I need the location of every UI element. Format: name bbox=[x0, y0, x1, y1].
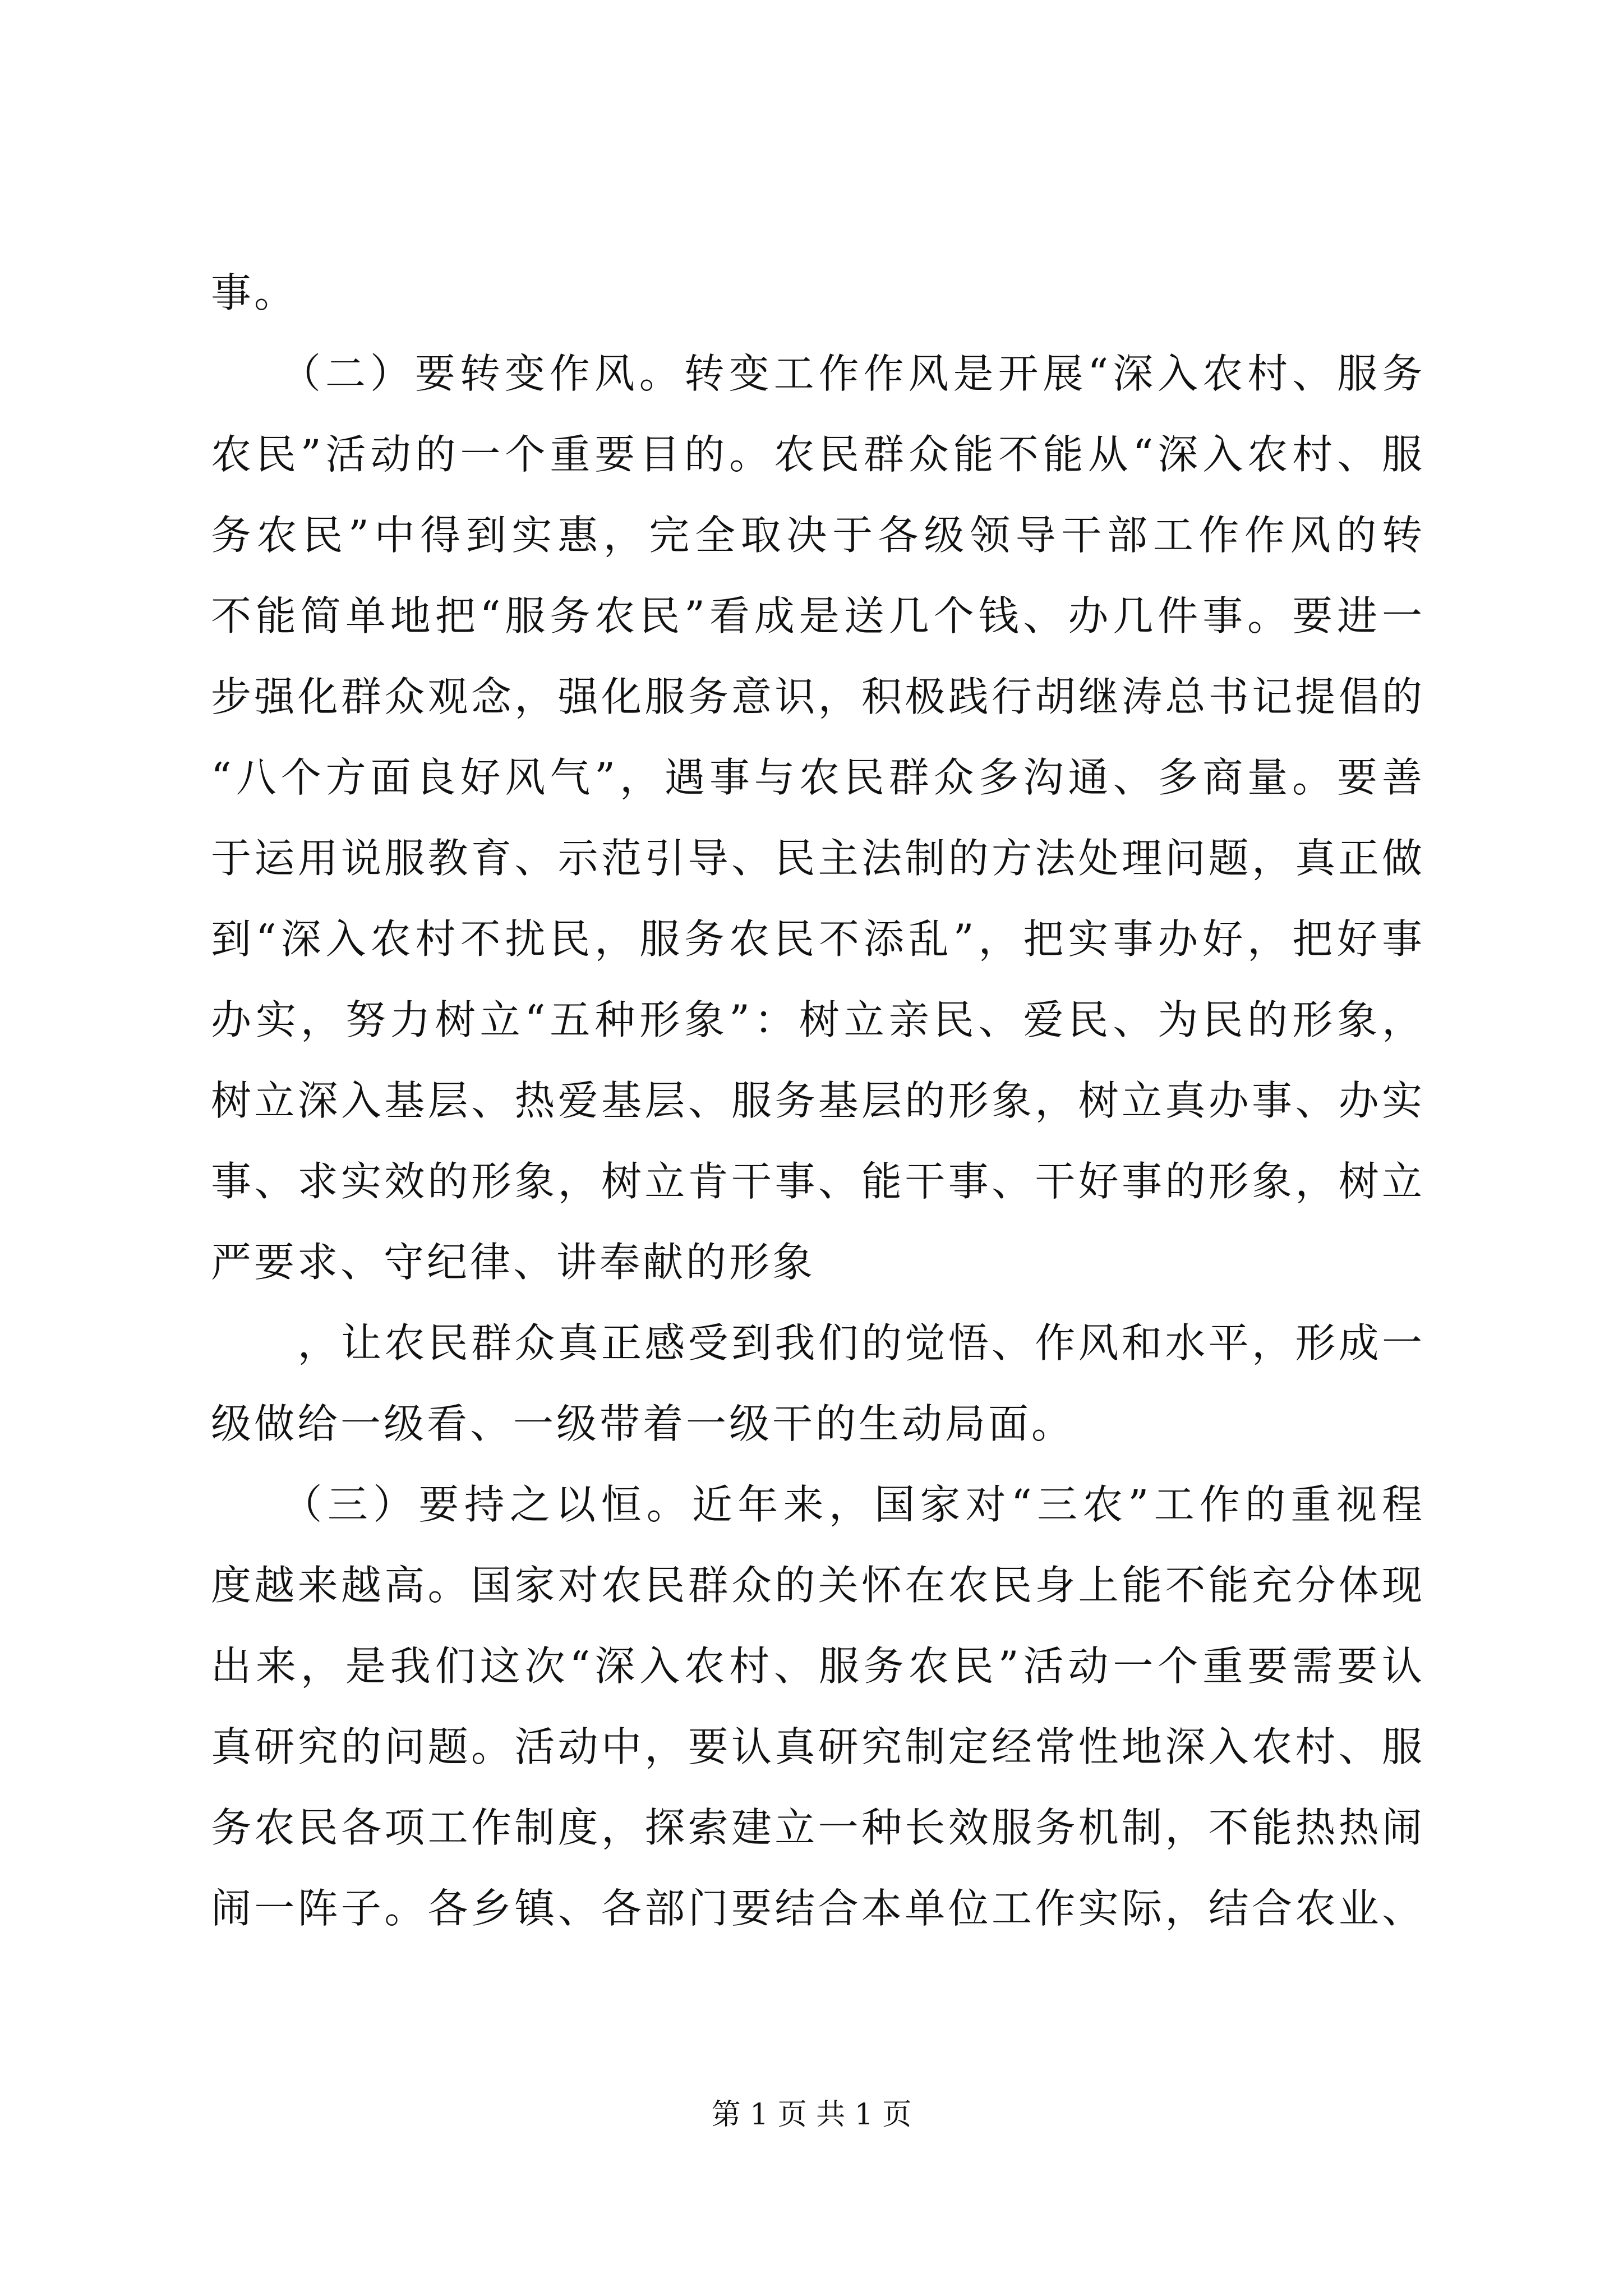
text-line: 度越来越高。国家对农民群众的关怀在农民身上能不能充分体现 bbox=[211, 1562, 1425, 1609]
text-line: 级做给一级看、一级带着一级干的生动局面。 bbox=[211, 1400, 1075, 1447]
text-line: 于运用说服教育、示范引导、民主法制的方法处理问题，真正做 bbox=[211, 835, 1425, 882]
text-line: 务农民”中得到实惠，完全取决于各级领导干部工作作风的转 bbox=[211, 512, 1425, 559]
text-line: （三）要持之以恒。近年来，国家对“三农”工作的重视程 bbox=[211, 1481, 1425, 1528]
text-line: 事、求实效的形象，树立肯干事、能干事、干好事的形象，树立 bbox=[211, 1158, 1425, 1205]
text-line: （二）要转变作风。转变工作作风是开展“深入农村、服务 bbox=[211, 350, 1425, 397]
text-line: 闹一阵子。各乡镇、各部门要结合本单位工作实际，结合农业、 bbox=[211, 1885, 1425, 1932]
text-line: “八个方面良好风气”，遇事与农民群众多沟通、多商量。要善 bbox=[211, 754, 1425, 801]
page-footer: 第 1 页 共 1 页 bbox=[711, 2098, 912, 2132]
text-line: ，让农民群众真正感受到我们的觉悟、作风和水平，形成一 bbox=[211, 1319, 1425, 1366]
document-body bbox=[211, 252, 1425, 1949]
text-line: 农民”活动的一个重要目的。农民群众能不能从“深入农村、服 bbox=[211, 431, 1425, 478]
text-line: 出来，是我们这次“深入农村、服务农民”活动一个重要需要认 bbox=[211, 1642, 1425, 1690]
text-line: 严要求、守纪律、讲奉献的形象 bbox=[211, 1239, 816, 1286]
text-line: 事。 bbox=[211, 269, 298, 316]
text-line: 步强化群众观念，强化服务意识，积极践行胡继涛总书记提倡的 bbox=[211, 673, 1425, 720]
text-line: 不能简单地把“服务农民”看成是送几个钱、办几件事。要进一 bbox=[211, 592, 1425, 639]
text-line: 到“深入农村不扰民，服务农民不添乱”，把实事办好，把好事 bbox=[211, 915, 1425, 963]
text-line: 真研究的问题。活动中，要认真研究制定经常性地深入农村、服 bbox=[211, 1723, 1425, 1770]
text-line: 务农民各项工作制度，探索建立一种长效服务机制，不能热热闹 bbox=[211, 1804, 1425, 1851]
text-line: 树立深入基层、热爱基层、服务基层的形象，树立真办事、办实 bbox=[211, 1077, 1425, 1124]
text-line: 办实，努力树立“五种形象”：树立亲民、爱民、为民的形象， bbox=[211, 996, 1425, 1043]
